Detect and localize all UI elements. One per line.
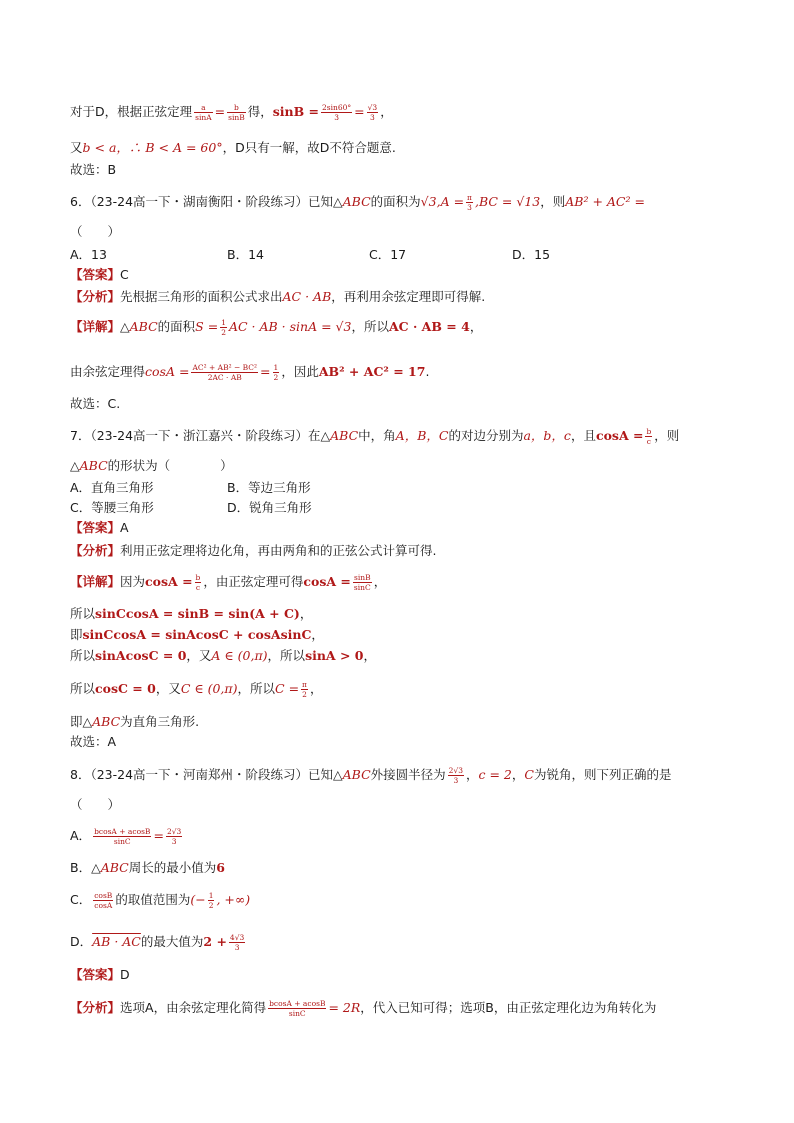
- text: ，则: [540, 194, 566, 209]
- text: 所以: [70, 648, 96, 663]
- fraction: $\frac{1}{2}$: [221, 318, 226, 337]
- math: =: [260, 364, 271, 379]
- q8-paren: （ ）: [70, 797, 121, 812]
- fraction: $\frac{2√3}{3}$: [166, 827, 182, 846]
- math: cosA =: [595, 428, 644, 443]
- option-c[interactable]: C．17: [369, 247, 407, 262]
- text: 由余弦定理得: [70, 364, 146, 379]
- math: ABC: [342, 767, 371, 782]
- text: ，所以: [351, 319, 389, 334]
- math: AB² + AC² =: [565, 194, 645, 209]
- text: 又: [70, 140, 83, 155]
- text: ，又: [155, 681, 181, 696]
- fraction: $\frac{\pi}{3}$: [467, 193, 472, 212]
- math: ABC: [129, 319, 158, 334]
- q7-step2: [70, 625, 734, 645]
- text: 中，角: [358, 428, 396, 443]
- math: S =: [195, 319, 219, 334]
- text: C．: [70, 892, 92, 907]
- math: C: [524, 767, 534, 782]
- math: b < a，∴ B < A = 60°: [82, 140, 223, 155]
- answer-value: D: [120, 967, 130, 982]
- text: ，所以: [237, 681, 276, 696]
- text: 周长的最小值为: [128, 860, 217, 875]
- q8-answer: [70, 965, 734, 985]
- math: sinA > 0: [305, 648, 364, 663]
- math: AC · AB: [282, 289, 332, 304]
- answer-tag: 【答案】: [70, 967, 121, 982]
- q7-step1: [70, 604, 734, 624]
- q6-detail: [70, 317, 734, 337]
- math: ABC: [100, 860, 129, 875]
- math: , +∞): [216, 892, 251, 907]
- q7-step5: [70, 712, 734, 732]
- text: B．△: [70, 860, 101, 875]
- math: =: [214, 104, 226, 119]
- text: ，: [380, 104, 393, 119]
- text: 的对边分别为: [448, 428, 524, 443]
- text: 的取值范围为: [115, 892, 191, 907]
- text: ，: [373, 574, 387, 589]
- text: 8．（23-24高一下・河南郑州・阶段练习）已知△: [70, 767, 343, 782]
- q7-options-row1: [70, 478, 734, 498]
- q6-final-answer: 故选：C.: [70, 396, 121, 411]
- fraction: $\frac{1}{2}$: [208, 891, 214, 910]
- q7-stem: [70, 426, 734, 446]
- text: 为锐角，则下列正确的是: [533, 767, 672, 782]
- text: ，因此: [281, 364, 319, 379]
- answer-value: A: [120, 520, 129, 535]
- fraction: $\frac{\pi}{2}$: [302, 680, 307, 699]
- math: ABC: [79, 458, 108, 473]
- fraction: $\frac{\sin B}{\sin C}$: [353, 573, 371, 592]
- math: ABC: [342, 194, 371, 209]
- math: c = 2: [478, 767, 512, 782]
- text: 即: [70, 627, 83, 642]
- math: cosA =: [145, 364, 190, 379]
- q6-paren: （ ）: [70, 224, 121, 239]
- math: √3,A =: [420, 194, 465, 209]
- q7-answer: [70, 518, 734, 538]
- math: ,BC = √13: [474, 194, 541, 209]
- text: 利用正弦定理将边化角，再由两角和的正弦公式计算可得.: [120, 543, 437, 558]
- analysis-tag: 【分析】: [70, 1000, 121, 1015]
- text: 的面积: [157, 319, 196, 334]
- q8-analysis: [70, 998, 734, 1018]
- option-b[interactable]: [70, 858, 734, 878]
- math: AC · AB = 4: [388, 319, 470, 334]
- text: ，代入已知可得；选项B，由正弦定理化边为角转化为: [360, 1000, 657, 1015]
- q6-cosine-line: [70, 362, 734, 382]
- text: ，所以: [267, 648, 306, 663]
- q7-final-answer: 故选：A: [70, 734, 117, 749]
- text: 的面积为: [370, 194, 421, 209]
- math: A，B，C: [395, 428, 449, 443]
- q7-step4: [70, 679, 734, 699]
- q7-detail: [70, 572, 734, 592]
- fraction: $\frac{b}{c}$: [646, 427, 652, 446]
- math: AB · AC: [92, 934, 141, 949]
- detail-tag: 【详解】: [70, 319, 121, 334]
- math: 2 +: [203, 934, 227, 949]
- text: 因为: [120, 574, 146, 589]
- math: cosA =: [145, 574, 193, 589]
- text: 即△: [70, 714, 93, 729]
- fraction: $\frac{4√3}{3}$: [229, 933, 245, 952]
- math: sinCcosA = sinB = sin(A + C): [95, 606, 300, 621]
- math: AB² + AC² = 17: [318, 364, 426, 379]
- text: 对于D，根据正弦定理: [70, 104, 193, 119]
- text: .: [425, 364, 430, 379]
- math: sinCcosA = sinAcosC + cosAsinC: [82, 627, 312, 642]
- fraction: $\frac{b}{c}$: [195, 573, 201, 592]
- text: ，再利用余弦定理即可得解.: [331, 289, 486, 304]
- q7-step3: [70, 646, 734, 666]
- q6-options: [70, 245, 734, 265]
- option-b[interactable]: B．等边三角形: [227, 480, 311, 495]
- text: △: [120, 319, 130, 334]
- text: 的最大值为: [140, 934, 204, 949]
- answer-tag: 【答案】: [70, 520, 121, 535]
- text: ，D只有一解，故D不符合题意.: [222, 140, 396, 155]
- math: A ∈ (0,π): [211, 648, 268, 663]
- text: ，: [511, 767, 525, 782]
- text: 7．（23-24高一下・浙江嘉兴・阶段练习）在△: [70, 428, 331, 443]
- q5-final-answer: 故选：B: [70, 162, 117, 177]
- text: ，: [309, 681, 323, 696]
- text: 外接圆半径为: [370, 767, 446, 782]
- text: 所以: [70, 606, 96, 621]
- option-d[interactable]: [70, 932, 734, 952]
- math: a，b，c: [523, 428, 571, 443]
- math: C ∈ (0,π): [180, 681, 238, 696]
- math: = 2R: [328, 1000, 361, 1015]
- fraction: $\frac{2√3}{3}$: [448, 766, 463, 785]
- math: sinAcosC = 0: [95, 648, 187, 663]
- text: ，又: [186, 648, 212, 663]
- option-a[interactable]: A．直角三角形: [70, 480, 154, 495]
- text: ，: [311, 627, 324, 642]
- text: ，: [363, 648, 377, 663]
- text: △: [70, 458, 80, 473]
- option-d[interactable]: D．15: [512, 247, 551, 262]
- fraction: $\frac{1}{2}$: [273, 363, 279, 382]
- fraction: $\frac{bcosA + acosB}{\sin C}$: [94, 827, 151, 846]
- option-c[interactable]: [70, 890, 734, 910]
- text: ，: [469, 319, 483, 334]
- text: 所以: [70, 681, 96, 696]
- option-a[interactable]: [70, 826, 734, 846]
- answer-tag: 【答案】: [70, 267, 121, 282]
- fraction: $\frac{\text{AC² + AB² − BC²}}{2AC \cdot AB}$: [192, 363, 258, 382]
- q6-answer: [70, 265, 734, 285]
- math: sinB =: [272, 104, 319, 119]
- fraction: $\frac{√3}{3}$: [367, 103, 378, 122]
- analysis-tag: 【分析】: [70, 289, 121, 304]
- fraction: $\frac{\cos B}{\cos A}$: [94, 891, 113, 910]
- text: ，: [299, 606, 313, 621]
- option-a[interactable]: A．13: [70, 247, 107, 262]
- math: 6: [216, 860, 225, 875]
- math: ABC: [330, 428, 359, 443]
- text: ，且: [570, 428, 596, 443]
- text: D．: [70, 934, 93, 949]
- math: cosC = 0: [95, 681, 156, 696]
- text: ，: [466, 767, 479, 782]
- text: ，由正弦定理可得: [203, 574, 304, 589]
- q7-options-row2: [70, 498, 734, 518]
- q7-analysis: [70, 541, 734, 561]
- q5-detail-line: [70, 102, 734, 122]
- text: 6．（23-24高一下・湖南衡阳・阶段练习）已知△: [70, 194, 343, 209]
- option-c[interactable]: C．等腰三角形: [70, 500, 154, 515]
- fraction: $\frac{2\sin 60^\circ}{3}$: [322, 103, 352, 122]
- math: =: [153, 828, 164, 843]
- text: A．: [70, 828, 92, 843]
- fraction: $\frac{a}{\sin A}$: [195, 103, 212, 122]
- analysis-tag: 【分析】: [70, 543, 121, 558]
- math: cosA =: [303, 574, 351, 589]
- text: 得，: [247, 104, 273, 119]
- text: 选项A，由余弦定理化简得: [120, 1000, 267, 1015]
- q6-analysis: [70, 287, 734, 307]
- option-d[interactable]: D．锐角三角形: [227, 500, 312, 515]
- math: (−: [190, 892, 206, 907]
- q8-stem: [70, 765, 734, 785]
- fraction: $\frac{b}{\sin B}$: [228, 103, 245, 122]
- text: ，则: [654, 428, 680, 443]
- option-b[interactable]: B．14: [227, 247, 264, 262]
- detail-tag: 【详解】: [70, 574, 121, 589]
- math: AC · AB · sinA = √3: [228, 319, 352, 334]
- q5-conclusion-line: [70, 138, 734, 158]
- q6-stem: [70, 192, 734, 212]
- text: 为直角三角形.: [120, 714, 200, 729]
- answer-value: C: [120, 267, 129, 282]
- math: ABC: [92, 714, 121, 729]
- math: =: [354, 104, 365, 119]
- q7-stem-line2: [70, 456, 734, 476]
- text: 先根据三角形的面积公式求出: [120, 289, 283, 304]
- text: 的形状为（ ）: [107, 458, 233, 473]
- math: C =: [275, 681, 300, 696]
- fraction: $\frac{bcosA + acosB}{\sin C}$: [269, 999, 326, 1018]
